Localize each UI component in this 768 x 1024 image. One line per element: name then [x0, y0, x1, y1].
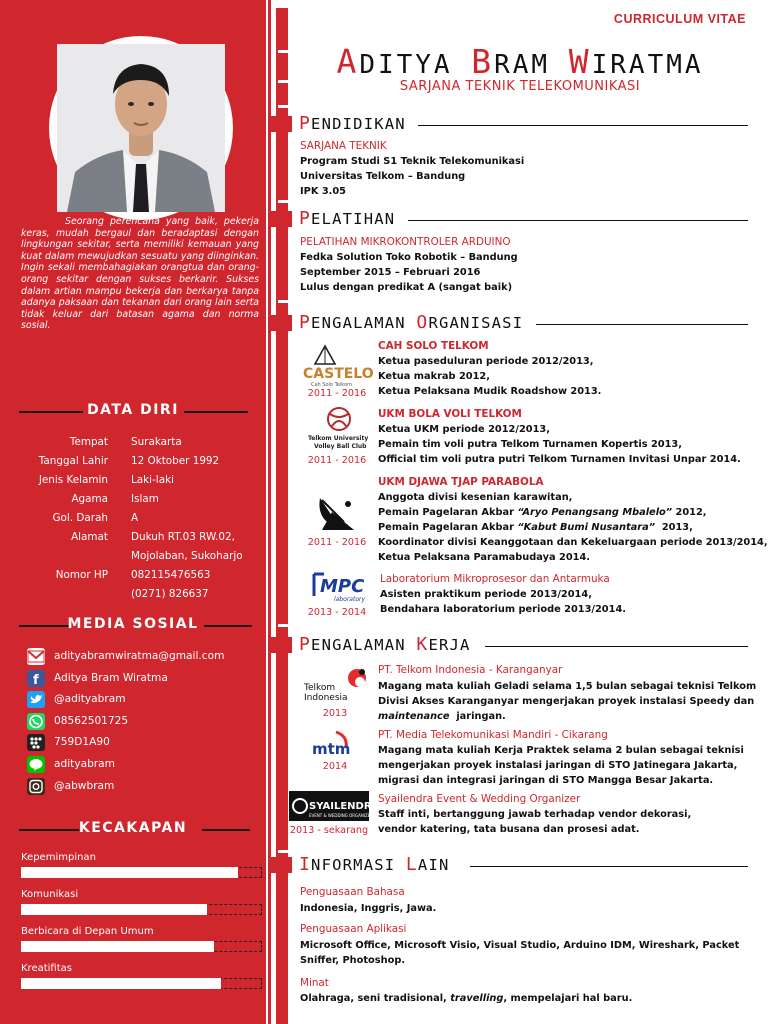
pendidikan-heading: PENDIDIKAN [299, 113, 406, 134]
spine-tick [278, 850, 290, 853]
education-university: Universitas Telkom – Bandung [300, 171, 466, 182]
telkom-indonesia-logo [302, 664, 374, 704]
spine-tick [278, 50, 290, 53]
job-desc: Magang mata kuliah Kerja Praktek selama 2 bulan sebagai teknisi [378, 745, 744, 756]
data-diri-value: Dukuh RT.03 RW.02, [131, 531, 235, 543]
org-name: UKM DJAWA TJAP PARABOLA [378, 476, 544, 488]
org-role: Koordinator divisi Keanggotaan dan Kekeluargaan periode 2013/2014, [378, 537, 768, 548]
education-degree: SARJANA TEKNIK [300, 140, 387, 152]
skill-row [21, 926, 264, 960]
training-place: Fedka Solution Toko Robotik – Bandung [300, 252, 518, 263]
data-diri-value: A [131, 512, 139, 524]
job-desc: mengerjakan proyek instalasi jaringan di STO Jatinegara Jakarta, [378, 760, 738, 771]
job-year: 2013 - sekarang [289, 825, 369, 836]
data-diri-key: Jenis Kelamin [38, 474, 108, 486]
kecakapan-heading: KECAKAPAN [0, 818, 266, 842]
data-diri-value: Mojolaban, Sukoharjo [131, 550, 243, 562]
job-desc: migrasi dan integrasi jaringan di STO Mangga Besar Jakarta. [378, 775, 714, 786]
org-role: Official tim voli putra putri Telkom Turnamen Invitasi Unpar 2014. [378, 454, 741, 465]
data-diri-key: Tanggal Lahir [38, 455, 108, 467]
org-role: Ketua UKM periode 2012/2013, [378, 424, 550, 435]
section-marker [270, 315, 292, 331]
blackberry-icon [27, 734, 45, 751]
data-diri-value: Laki-laki [131, 474, 174, 486]
section-marker [270, 116, 292, 132]
application-list: Sniffer, Photoshop. [300, 955, 406, 966]
data-diri-value: Islam [131, 493, 159, 505]
media-sosial-heading: MEDIA SOSIAL [0, 614, 266, 638]
data-diri-key: Nomor HP [55, 569, 108, 581]
heading-rule [470, 866, 748, 867]
data-diri-heading: DATA DIRI [0, 400, 266, 424]
profile-summary: Seorang perencana yang baik, pekerja keras, mudah bergaul dan beradaptasi dengan lingkungan sekitar, serta memiliki kemauan yang kuat dalam mewujudkan sesuatu yang diinginkan. Ingin sekali membahagiakan orangtua dan orang-orang sekitar dengan sukses berkarir. Sukses dalam artian mampu bekerja dan berkarya tanpa adanya paksaan dan tekanan dari orang lain serta tidak keluar dari batasan agama dan norma sosial. [21, 216, 259, 332]
org-name: UKM BOLA VOLI TELKOM [378, 408, 522, 420]
education-program: Program Studi S1 Teknik Telekomunikasi [300, 156, 525, 167]
kerja-heading: PENGALAMAN KERJA [299, 634, 471, 655]
heading-rule [536, 324, 748, 325]
castelo-logo [301, 342, 373, 388]
section-marker [270, 857, 292, 873]
skill-row [21, 852, 264, 886]
org-role: Ketua Pelaksana Mudik Roadshow 2013. [378, 386, 602, 397]
data-diri-row [0, 512, 266, 531]
job-company: PT. Telkom Indonesia - Karanganyar [378, 664, 563, 676]
spine-tick [278, 624, 290, 627]
org-name: Laboratorium Mikroprosesor dan Antarmuka [380, 573, 610, 585]
language-list: Indonesia, Inggris, Jawa. [300, 903, 437, 914]
whatsapp-icon [27, 713, 45, 730]
data-diri-row [0, 455, 266, 474]
data-diri-row [0, 493, 266, 512]
social-handle: @adityabram [54, 693, 126, 706]
svg-text:mtm: mtm [312, 740, 351, 758]
data-diri-row [0, 569, 266, 588]
data-diri-key: Tempat [69, 436, 108, 448]
job-desc: Staff inti, bertanggung jawab terhadap vendor dekorasi, [378, 809, 692, 820]
instagram-icon [27, 778, 45, 795]
job-title: SARJANA TEKNIK TELEKOMUNIKASI [399, 79, 641, 94]
training-title: PELATIHAN MIKROKONTROLER ARDUINO [300, 236, 511, 248]
data-diri-value: Surakarta [131, 436, 182, 448]
data-diri-row [0, 436, 266, 455]
org-role: Anggota divisi kesenian karawitan, [378, 492, 573, 503]
skill-row [21, 889, 264, 923]
heading-rule [485, 646, 748, 647]
data-diri-row [0, 531, 266, 550]
profile-photo [57, 44, 225, 212]
person-name: ADITYA BRAM WIRATMA [336, 42, 704, 81]
skill-label: Kreatifitas [21, 963, 72, 974]
svg-text:MPC: MPC [320, 576, 365, 597]
section-marker [270, 637, 292, 653]
org-role: Ketua makrab 2012, [378, 371, 490, 382]
data-diri-row [0, 474, 266, 493]
gmail-icon [27, 648, 45, 665]
svg-text:CASTELO: CASTELO [303, 366, 374, 382]
spine-tick [278, 105, 290, 108]
social-handle: adityabram [54, 758, 115, 770]
org-role: Pemain Pagelaran Akbar “Aryo Penangsang Mbalelo” 2012, [378, 507, 707, 518]
job-desc: maintenance jaringan. [378, 711, 506, 722]
section-marker [270, 211, 292, 227]
twitter-icon [27, 691, 45, 708]
social-handle: 759D1A90 [54, 736, 110, 749]
social-handle: @abwbram [54, 779, 115, 792]
skill-bar-fill [21, 904, 207, 915]
svg-text:Indonesia: Indonesia [304, 693, 348, 703]
social-handle: Aditya Bram Wiratma [54, 671, 168, 684]
org-role: Bendahara laboratorium periode 2013/2014. [380, 604, 626, 615]
language-title: Penguasaan Bahasa [300, 886, 405, 898]
training-period: September 2015 – Februari 2016 [300, 267, 481, 278]
job-desc: Magang mata kuliah Geladi selama 1,5 bulan sebagai teknisi Telkom [378, 681, 757, 692]
job-company: Syailendra Event & Wedding Organizer [378, 793, 581, 805]
svg-text:Volley Ball Club: Volley Ball Club [314, 443, 367, 450]
data-diri-row [0, 550, 266, 569]
mpc-lab-logo [310, 570, 372, 604]
org-role: Ketua Pelaksana Paramabudaya 2014. [378, 552, 590, 563]
svg-text:EVENT & WEDDING ORGANIZER: EVENT & WEDDING ORGANIZER [309, 813, 374, 818]
skill-label: Komunikasi [21, 889, 79, 900]
social-handle: 08562501725 [54, 714, 129, 727]
facebook-icon [27, 670, 45, 687]
svg-text:f: f [33, 672, 39, 688]
org-role: Pemain tim voli putra Telkom Turnamen Kopertis 2013, [378, 439, 682, 450]
social-handle: adityabramwiratma@gmail.com [54, 650, 225, 662]
job-year: 2014 [322, 761, 348, 772]
data-diri-key: Gol. Darah [52, 512, 108, 524]
data-diri-value: (0271) 826637 [131, 588, 209, 600]
data-diri-row [0, 588, 266, 607]
svg-text:laboratory: laboratory [334, 596, 366, 603]
svg-text:SYAILENDRA: SYAILENDRA [309, 801, 380, 812]
job-desc: vendor katering, tata busana dan prosesi adat. [378, 824, 640, 835]
skill-row [21, 963, 264, 997]
pelatihan-heading: PELATIHAN [299, 208, 396, 229]
skill-bar-fill [21, 867, 238, 878]
org-role: Asisten praktikum periode 2013/2014, [380, 589, 592, 600]
info-heading: INFORMASI LAIN [299, 854, 450, 875]
spine-tick [278, 80, 290, 83]
org-years: 2011 - 2016 [307, 537, 367, 548]
data-diri-key: Agama [71, 493, 108, 505]
training-result: Lulus dengan predikat A (sangat baik) [300, 282, 513, 293]
education-gpa: IPK 3.05 [300, 186, 346, 197]
document-label: CURRICULUM VITAE [613, 12, 746, 26]
skill-bar-fill [21, 941, 214, 952]
spine-tick [278, 300, 290, 303]
skill-bar-fill [21, 978, 221, 989]
skill-label: Berbicara di Depan Umum [21, 926, 154, 937]
data-diri-value: 082115476563 [131, 569, 211, 581]
interest-title: Minat [300, 977, 329, 989]
job-desc: Divisi Akses Karanganyar mengerjakan proyek instalasi Speedy dan [378, 696, 755, 707]
line-icon [27, 756, 45, 773]
org-role: Ketua paseduluran periode 2012/2013, [378, 356, 594, 367]
org-years: 2011 - 2016 [307, 388, 367, 399]
org-role: Pemain Pagelaran Akbar “Kabut Bumi Nusantara” 2013, [378, 522, 693, 533]
job-year: 2013 [322, 708, 348, 719]
svg-text:Cah Solo Telkom: Cah Solo Telkom [311, 382, 352, 388]
organisasi-heading: PENGALAMAN ORGANISASI [299, 312, 524, 333]
heading-rule [418, 125, 748, 126]
mtm-logo [308, 730, 364, 758]
interest-list: Olahraga, seni tradisional, travelling, mempelajari hal baru. [300, 993, 633, 1004]
data-diri-value: 12 Oktober 1992 [131, 455, 220, 467]
skill-label: Kepemimpinan [21, 852, 96, 863]
org-years: 2013 - 2014 [307, 607, 367, 618]
heading-rule [408, 220, 748, 221]
application-title: Penguasaan Aplikasi [300, 923, 407, 935]
org-years: 2011 - 2016 [307, 455, 367, 466]
parabola-dish-logo [314, 488, 362, 534]
svg-text:Telkom University: Telkom University [308, 435, 369, 442]
svg-text:Telkom: Telkom [304, 683, 336, 693]
syailendra-logo [289, 791, 380, 821]
spine-tick [278, 200, 290, 203]
volleyball-club-logo [304, 406, 374, 452]
sidebar [0, 0, 266, 1024]
application-list: Microsoft Office, Microsoft Visio, Visual Studio, Arduino IDM, Wireshark, Packet [300, 940, 740, 951]
data-diri-key: Alamat [71, 531, 108, 543]
org-name: CAH SOLO TELKOM [378, 340, 489, 352]
job-company: PT. Media Telekomunikasi Mandiri - Cikarang [378, 729, 608, 741]
